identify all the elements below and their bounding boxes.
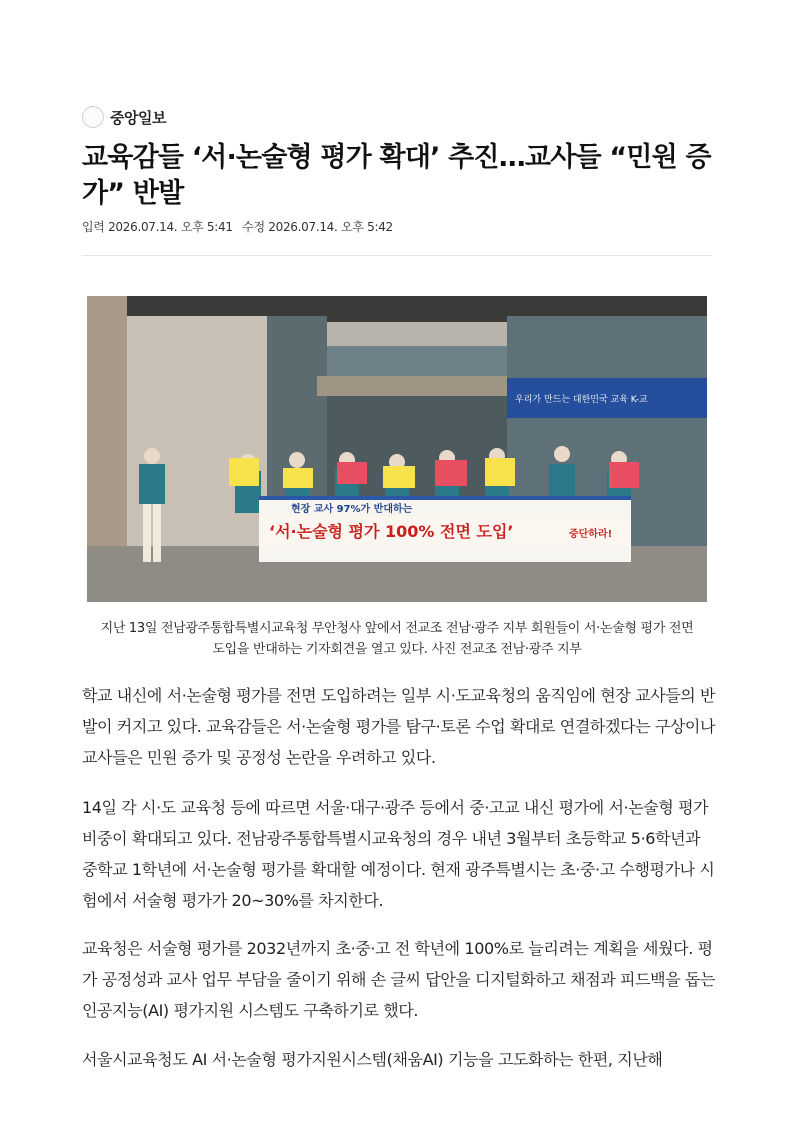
article-paragraph: 교육청은 서술형 평가를 2032년까지 초·중·고 전 학년에 100%로 늘리려는 계획을 세웠다. 평가 공정성과 교사 업무 부담을 줄이기 위해 손 글씨 답안을 디지털화하고 채점과 피드백을 돕는 인공지능(AI) 평가지원 시스템도 구축하기로 했다.	[82, 939, 716, 1020]
article-paragraph: 서울시교육청도 AI 서·논술형 평가지원시스템(채움AI) 기능을 고도화하는 한편, 지난해	[82, 1050, 663, 1069]
header-divider	[82, 255, 712, 256]
banner-top-text: 현장 교사 97%가 반대하는	[291, 504, 413, 515]
article-paragraph: 학교 내신에 서·논술형 평가를 전면 도입하려는 일부 시·도교육청의 움직임에 현장 교사들의 반발이 커지고 있다. 교육감들은 서·논술형 평가를 탐구·토론 수업 확대로 연결하겠다는 구상이나 교사들은 민원 증가 및 공정성 논란을 우려하고 있다.	[82, 686, 716, 767]
press-conference-photo	[87, 296, 707, 602]
updated-time: 수정 2026.07.14. 오후 5:42	[242, 220, 393, 234]
article-paragraph: 14일 각 시·도 교육청 등에 따르면 서울·대구·광주 등에서 중·고교 내신 평가에 서·논술형 평가 비중이 확대되고 있다. 전남광주통합특별시교육청의 경우 내년 3월부터 초등학교 5·6학년과 중학교 1학년에 서·논술형 평가를 확대할 예정이다. 현재 광주특별시는 초·중·고 수행평가나 시험에서 서술형 평가가 20~30%를 차지한다.	[82, 798, 715, 910]
building-sign-text: 우리가 만드는 대한민국 교육 K-교	[515, 395, 648, 405]
article-photo[interactable]	[87, 296, 707, 602]
circle-logo-icon	[82, 106, 104, 128]
published-time: 입력 2026.07.14. 오후 5:41	[82, 220, 233, 234]
article-headline: 교육감들 ‘서·논술형 평가 확대’ 추진…교사들 “민원 증가” 반발	[82, 142, 711, 209]
banner-main-text: ‘서·논술형 평가 100% 전면 도입’	[269, 522, 514, 541]
article-dateline	[82, 218, 399, 235]
publisher-name: 중앙일보	[110, 108, 166, 127]
photo-caption: 지난 13일 전남광주통합특별시교육청 무안청사 앞에서 전교조 전남·광주 지부 회원들이 서·논술형 평가 전면 도입을 반대하는 기자회견을 열고 있다. 사진 전교조 전남·광주 지부	[100, 621, 694, 657]
publisher-masthead[interactable]	[82, 104, 166, 130]
banner-tail-text: 중단하라!	[569, 529, 613, 540]
